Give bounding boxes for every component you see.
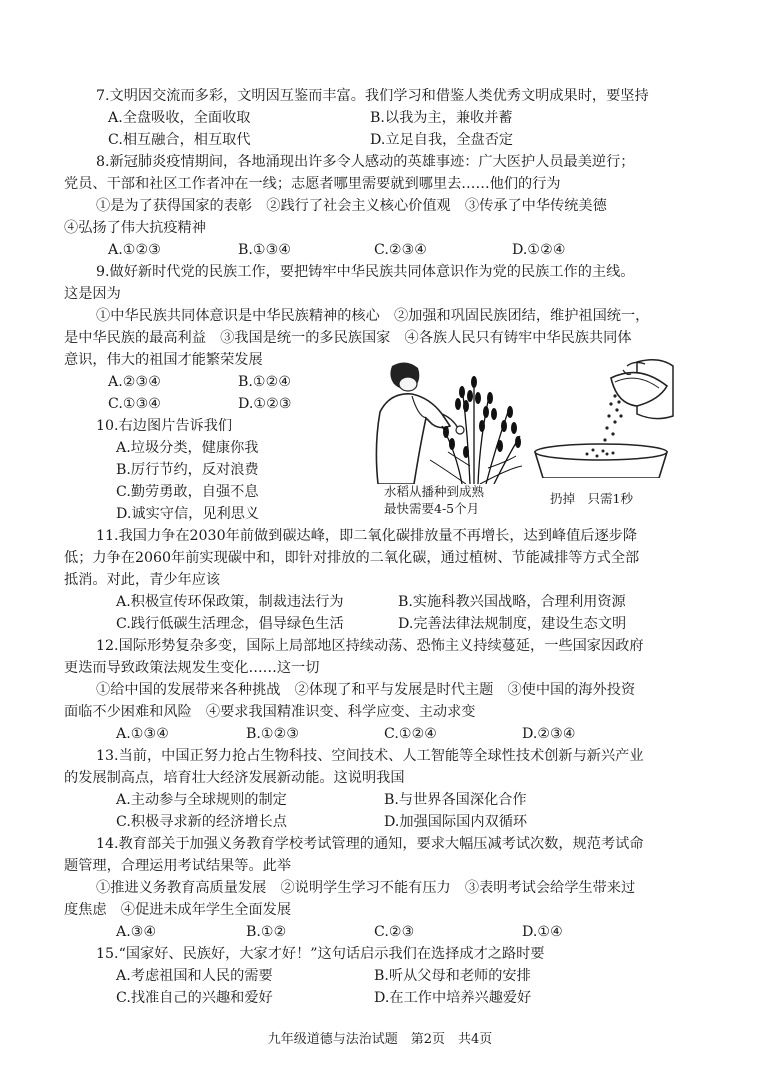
q11-option-c: C.践行低碳生活理念，倡导绿色生活 (116, 616, 344, 632)
question-12-stem-line1: 12.国际形势复杂多变，国际上局部地区持续动荡、恐怖主义持续蔓延，一些国家因政府 (96, 638, 644, 654)
q9-option-a: A.②③④ (108, 374, 161, 390)
q13-option-a: A.主动参与全球规则的制定 (116, 792, 287, 808)
q11-option-d: D.完善法律法规制度，建设生态文明 (398, 616, 627, 632)
question-8-items-line1: ①是为了获得国家的表彰 ②践行了社会主义核心价值观 ③传承了中华传统美德 (96, 198, 607, 214)
question-9-items-line2: 是中华民族的最高利益 ③我国是统一的多民族国家 ④各族人民只有铸牢中华民族共同体 (64, 330, 632, 346)
question-14-stem-line1: 14.教育部关于加强义务教育学校考试管理的通知，要求大幅压减考试次数，规范考试命 (96, 836, 644, 852)
q8-option-c: C.②③④ (374, 242, 428, 258)
question-13-stem-line1: 13.当前，中国正努力抢占生物科技、空间技术、人工智能等全球性技术创新与新兴产业 (96, 748, 644, 764)
question-12-items-line2: 面临不少困难和风险 ④要求我国精准识变、科学应变、主动求变 (64, 704, 476, 720)
question-11-stem-line1: 11.我国力争在2030年前做到碳达峰，即二氧化碳排放量不再增长，达到峰值后逐步降 (96, 528, 638, 544)
question-14-items-line1: ①推进义务教育高质量发展 ②说明学生学习不能有压力 ③表明考试会给学生带来过 (96, 880, 636, 896)
q7-option-b: B.以我为主，兼收并蓄 (370, 110, 513, 126)
question-13-stem-line2: 的发展制高点，培育壮大经济发展新动能。这说明我国 (64, 770, 405, 786)
q10-option-d: D.诚实守信，见利思义 (116, 506, 260, 522)
question-8-stem-line1: 8.新冠肺炎疫情期间，各地涌现出许多令人感动的英雄事迹：广大医护人员最美逆行； (96, 154, 635, 170)
question-9-items-line1: ①中华民族共同体意识是中华民族精神的核心 ②加强和巩固民族团结，维护祖国统一， (96, 308, 650, 324)
question-9-stem-line2: 这是因为 (64, 286, 121, 302)
q14-option-d: D.①④ (522, 924, 563, 940)
question-11-stem-line3: 抵消。对此，青少年应该 (64, 572, 221, 588)
q12-option-c: C.①②④ (384, 726, 438, 742)
q14-option-a: A.③④ (116, 924, 157, 940)
question-9-items-line3: 意识，伟大的祖国才能繁荣发展 (64, 352, 263, 368)
question-10-stem: 10.右边图片告诉我们 (96, 418, 233, 434)
q13-option-b: B.与世界各国深化合作 (384, 792, 527, 808)
q13-option-d: D.加强国际国内双循环 (384, 814, 528, 830)
discard-caption: 扔掉 只需1秒 (550, 491, 633, 506)
q15-option-d: D.在工作中培养兴趣爱好 (374, 990, 532, 1006)
question-14-items-line2: 度焦虑 ④促进未成年学生全面发展 (64, 902, 292, 918)
q10-option-c: C.勤劳勇敢，自强不息 (116, 484, 259, 500)
question-7-stem: 7.文明因交流而多彩，文明因互鉴而丰富。我们学习和借鉴人类优秀文明成果时，要坚持 (96, 88, 649, 104)
rice-farmer-illustration (370, 356, 522, 484)
page-footer: 九年级道德与法治试题 第2页 共4页 (267, 1032, 493, 1047)
q10-option-a: A.垃圾分类，健康你我 (116, 440, 259, 456)
q9-option-d: D.①②③ (238, 396, 292, 412)
rice-caption-line2: 最快需要4-5个月 (384, 501, 480, 516)
question-14-stem-line2: 题管理，合理运用考试结果等。此举 (64, 858, 292, 874)
q15-option-a: A.考虑祖国和人民的需要 (116, 968, 273, 984)
discarding-rice-illustration (527, 356, 675, 478)
question-15-stem: 15.“国家好、民族好，大家才好！”这句话启示我们在选择成才之路时要 (96, 946, 545, 962)
q9-option-b: B.①②④ (238, 374, 292, 390)
q7-option-d: D.立足自我，全盘否定 (370, 132, 514, 148)
rice-caption-line1: 水稻从播种到成熟 (384, 484, 485, 499)
q7-option-c: C.相互融合，相互取代 (108, 132, 251, 148)
q14-option-b: B.①② (246, 924, 287, 940)
q8-option-b: B.①③④ (238, 242, 292, 258)
question-9-stem-line1: 9.做好新时代党的民族工作，要把铸牢中华民族共同体意识作为党的民族工作的主线。 (96, 264, 635, 280)
question-8-items-line2: ④弘扬了伟大抗疫精神 (64, 220, 206, 236)
q7-option-a: A.全盘吸收，全面收取 (108, 110, 251, 126)
q14-option-c: C.②③ (374, 924, 415, 940)
q15-option-b: B.听从父母和老师的安排 (374, 968, 531, 984)
q12-option-b: B.①②③ (246, 726, 300, 742)
q13-option-c: C.积极寻求新的经济增长点 (116, 814, 287, 830)
q11-option-a: A.积极宣传环保政策，制裁违法行为 (116, 594, 344, 610)
q12-option-d: D.②③④ (522, 726, 576, 742)
q12-option-a: A.①③④ (116, 726, 169, 742)
q8-option-a: A.①②③ (108, 242, 161, 258)
q11-option-b: B.实施科教兴国战略，合理利用资源 (398, 594, 626, 610)
q15-option-c: C.找准自己的兴趣和爱好 (116, 990, 273, 1006)
question-11-stem-line2: 低；力争在2060年前实现碳中和，即针对排放的二氧化碳，通过植树、节能减排等方式全部 (64, 550, 640, 566)
question-12-stem-line2: 更迭而导致政策法规发生变化……这一切 (64, 660, 320, 676)
question-12-items-line1: ①给中国的发展带来各种挑战 ②体现了和平与发展是时代主题 ③使中国的海外投资 (96, 682, 636, 698)
question-8-stem-line2: 党员、干部和社区工作者冲在一线；志愿者哪里需要就到哪里去……他们的行为 (64, 176, 561, 192)
q10-option-b: B.厉行节约，反对浪费 (116, 462, 259, 478)
q9-option-c: C.①③④ (108, 396, 162, 412)
q8-option-d: D.①②④ (512, 242, 566, 258)
